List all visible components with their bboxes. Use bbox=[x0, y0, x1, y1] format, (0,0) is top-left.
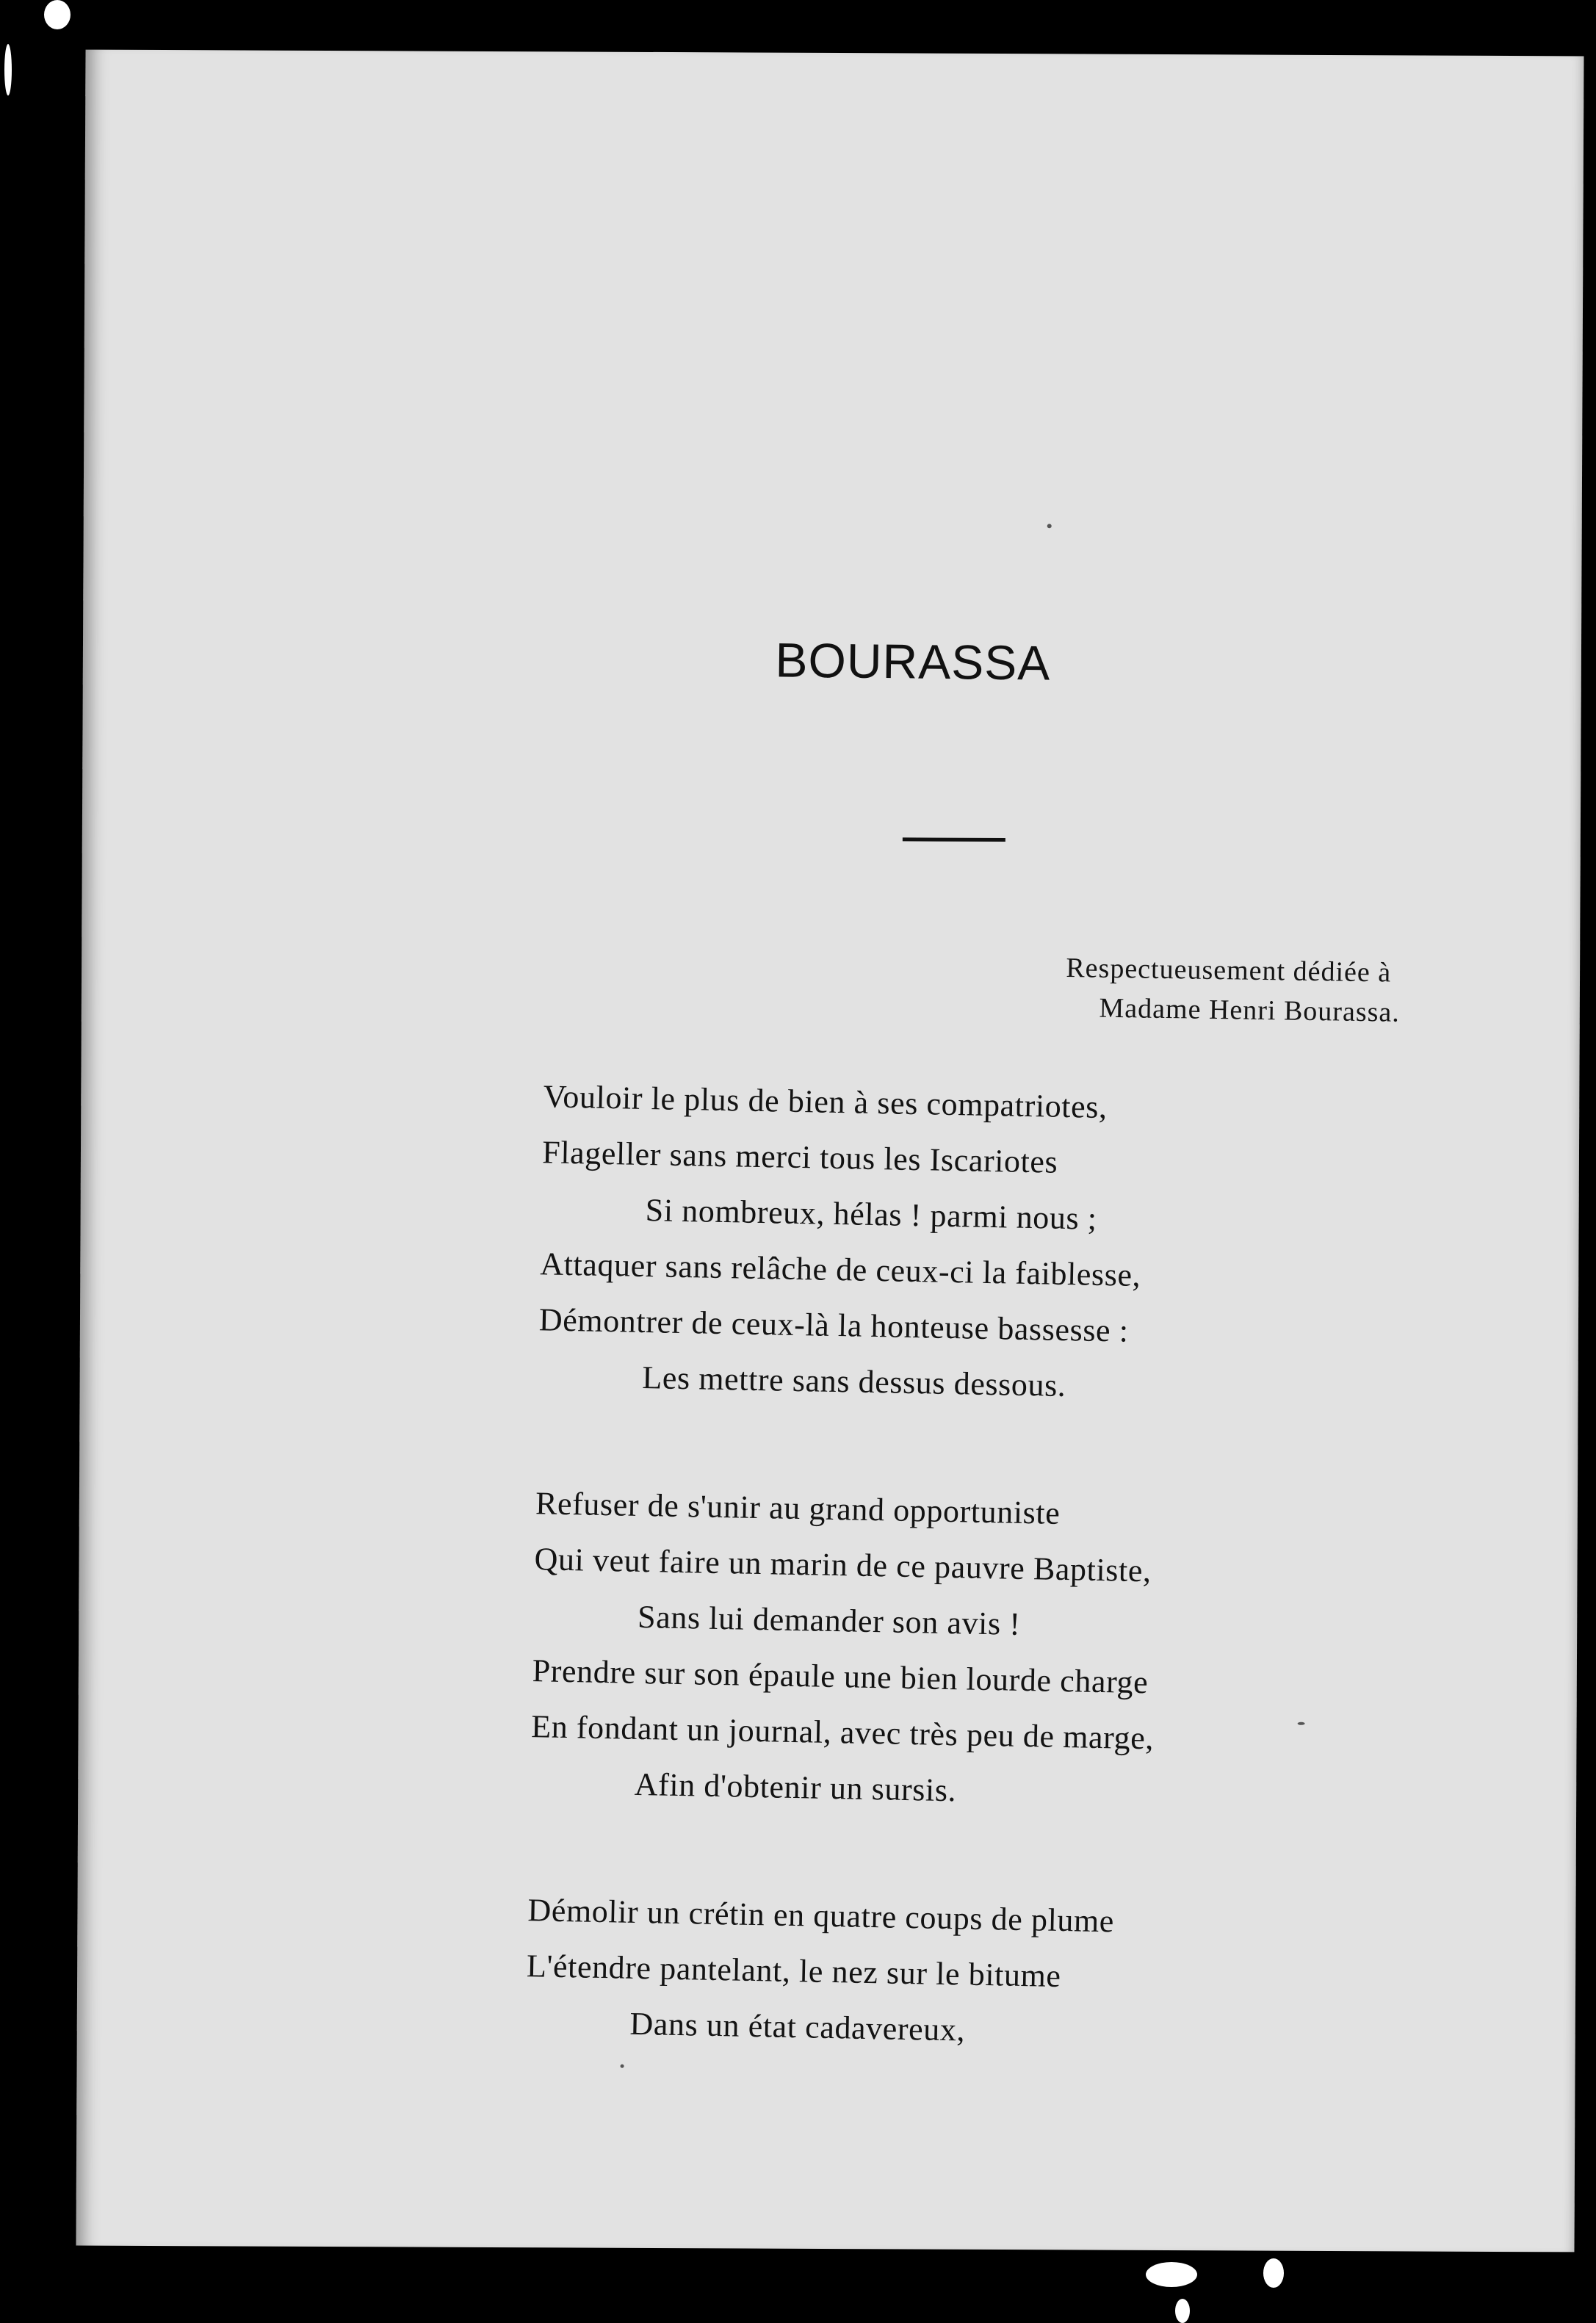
verse-line: Vouloir le plus de bien à ses compatriotes, bbox=[543, 1078, 1108, 1126]
film-scratch bbox=[1263, 2258, 1284, 2288]
stanza bbox=[530, 1475, 1418, 1827]
verse-line: Flageller sans merci tous les Iscariotes bbox=[541, 1134, 1058, 1180]
film-scratch bbox=[44, 0, 71, 29]
dedication-line: Respectueusement dédiée à bbox=[1066, 952, 1392, 989]
verse-line: En fondant un journal, avec très peu de marge, bbox=[530, 1708, 1155, 1757]
poem-body bbox=[524, 1069, 1425, 2139]
verse-line: Afin d'obtenir un sursis. bbox=[634, 1766, 957, 1809]
verse-line: Prendre sur son épaule une bien lourde charge bbox=[532, 1652, 1149, 1701]
verse-line: Si nombreux, hélas ! parmi nous ; bbox=[645, 1191, 1098, 1237]
verse-line: L'étendre pantelant, le nez sur le bitume bbox=[526, 1948, 1062, 1995]
print-speck bbox=[1047, 524, 1052, 528]
print-speck bbox=[1298, 1722, 1305, 1725]
scanned-page bbox=[76, 50, 1584, 2252]
dedication-line: Madame Henri Bourassa. bbox=[1099, 992, 1401, 1028]
verse-line: Les mettre sans dessus dessous. bbox=[641, 1359, 1066, 1404]
stanza bbox=[538, 1069, 1426, 1420]
verse-line: Sans lui demander son avis ! bbox=[637, 1598, 1022, 1642]
film-scratch bbox=[1146, 2262, 1197, 2287]
verse-line: Démontrer de ceux-là la honteuse bassesse : bbox=[538, 1301, 1130, 1349]
film-scratch bbox=[4, 44, 12, 95]
dedication bbox=[992, 947, 1478, 1034]
title-rule bbox=[903, 837, 1005, 842]
verse-line: Attaquer sans relâche de ceux-ci la faiblesse, bbox=[539, 1246, 1141, 1293]
print-speck bbox=[621, 2064, 624, 2068]
film-scratch bbox=[1175, 2299, 1190, 2323]
poem-title: BOURASSA bbox=[775, 632, 1051, 690]
stanza bbox=[525, 1882, 1409, 2067]
verse-line: Dans un état cadavereux, bbox=[629, 2005, 966, 2048]
verse-line: Refuser de s'unir au grand opportuniste bbox=[535, 1485, 1061, 1531]
verse-line: Qui veut faire un marin de ce pauvre Baptiste, bbox=[534, 1541, 1152, 1589]
verse-line: Démolir un crétin en quatre coups de plume bbox=[527, 1892, 1115, 1940]
